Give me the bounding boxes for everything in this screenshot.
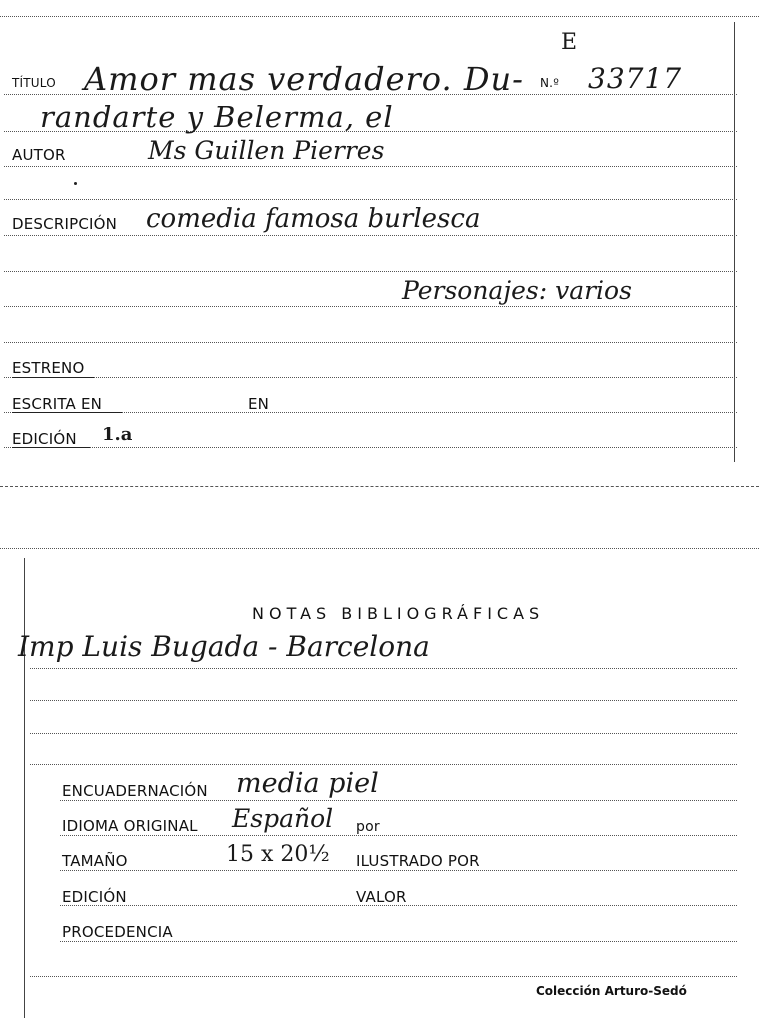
ruled-line bbox=[4, 447, 737, 448]
label-descripcion: DESCRIPCIÓN bbox=[12, 215, 118, 233]
card-top-edge bbox=[0, 548, 759, 549]
label-procedencia: PROCEDENCIA bbox=[62, 923, 173, 941]
card-bottom-edge bbox=[0, 486, 759, 487]
personajes-value: Personajes: varios bbox=[402, 276, 632, 305]
ruled-line bbox=[4, 199, 737, 200]
label-edicion: EDICIÓN bbox=[12, 430, 77, 448]
tamano-value: 15 x 20½ bbox=[226, 842, 330, 867]
ruled-line bbox=[30, 668, 737, 669]
ruled-line bbox=[4, 166, 737, 167]
label-por: por bbox=[356, 819, 380, 835]
label-encuadernacion: ENCUADERNACIÓN bbox=[62, 782, 208, 800]
collection-credit: Colección Arturo-Sedó bbox=[536, 984, 687, 998]
ruled-line bbox=[4, 306, 737, 307]
ink-speck bbox=[74, 182, 77, 185]
label-edicion-2: EDICIÓN bbox=[62, 888, 127, 906]
label-estreno: ESTRENO bbox=[12, 359, 85, 377]
idioma-value: Español bbox=[232, 804, 334, 833]
card-right-edge bbox=[734, 22, 735, 462]
label-en: EN bbox=[248, 395, 270, 413]
ruled-line bbox=[30, 733, 737, 734]
edicion-value: 1.a bbox=[102, 424, 133, 445]
label-escrita-en: ESCRITA EN bbox=[12, 395, 103, 413]
ruled-line bbox=[30, 976, 737, 977]
label-titulo: TÍTULO bbox=[12, 76, 56, 90]
label-ilustrado-por: ILUSTRADO POR bbox=[356, 852, 480, 870]
card-top-edge bbox=[0, 16, 759, 17]
ruled-line bbox=[60, 800, 737, 801]
card-left-edge bbox=[24, 558, 25, 1018]
catalog-card-top bbox=[0, 0, 759, 500]
encuadernacion-value: media piel bbox=[236, 768, 379, 799]
ruled-line bbox=[30, 700, 737, 701]
label-numero: N.º bbox=[540, 76, 560, 90]
autor-value: Ms Guillen Pierres bbox=[148, 136, 385, 165]
escrita-underline bbox=[12, 412, 122, 413]
edicion-underline bbox=[12, 447, 90, 448]
ruled-line bbox=[4, 342, 737, 343]
numero-prefix: E bbox=[561, 30, 578, 55]
ruled-line bbox=[60, 941, 737, 942]
label-autor: AUTOR bbox=[12, 146, 66, 164]
label-tamano: TAMAÑO bbox=[62, 852, 128, 870]
ruled-line bbox=[4, 377, 737, 378]
estreno-underline bbox=[12, 377, 94, 378]
ruled-line bbox=[4, 271, 737, 272]
label-valor: VALOR bbox=[356, 888, 407, 906]
catalog-card-bottom bbox=[0, 540, 759, 1028]
ruled-line bbox=[60, 835, 737, 836]
ruled-line bbox=[60, 870, 737, 871]
ruled-line bbox=[30, 764, 737, 765]
titulo-line1: Amor mas verdadero. Du- bbox=[84, 60, 524, 98]
descripcion-value: comedia famosa burlesca bbox=[146, 204, 481, 234]
titulo-line2: randarte y Belerma, el bbox=[40, 100, 394, 134]
notes-heading: NOTAS BIBLIOGRÁFICAS bbox=[252, 604, 545, 623]
notes-line1: Imp Luis Bugada - Barcelona bbox=[18, 630, 430, 663]
numero-value: 33717 bbox=[588, 62, 683, 95]
label-idioma-original: IDIOMA ORIGINAL bbox=[62, 817, 198, 835]
ruled-line bbox=[4, 235, 737, 236]
